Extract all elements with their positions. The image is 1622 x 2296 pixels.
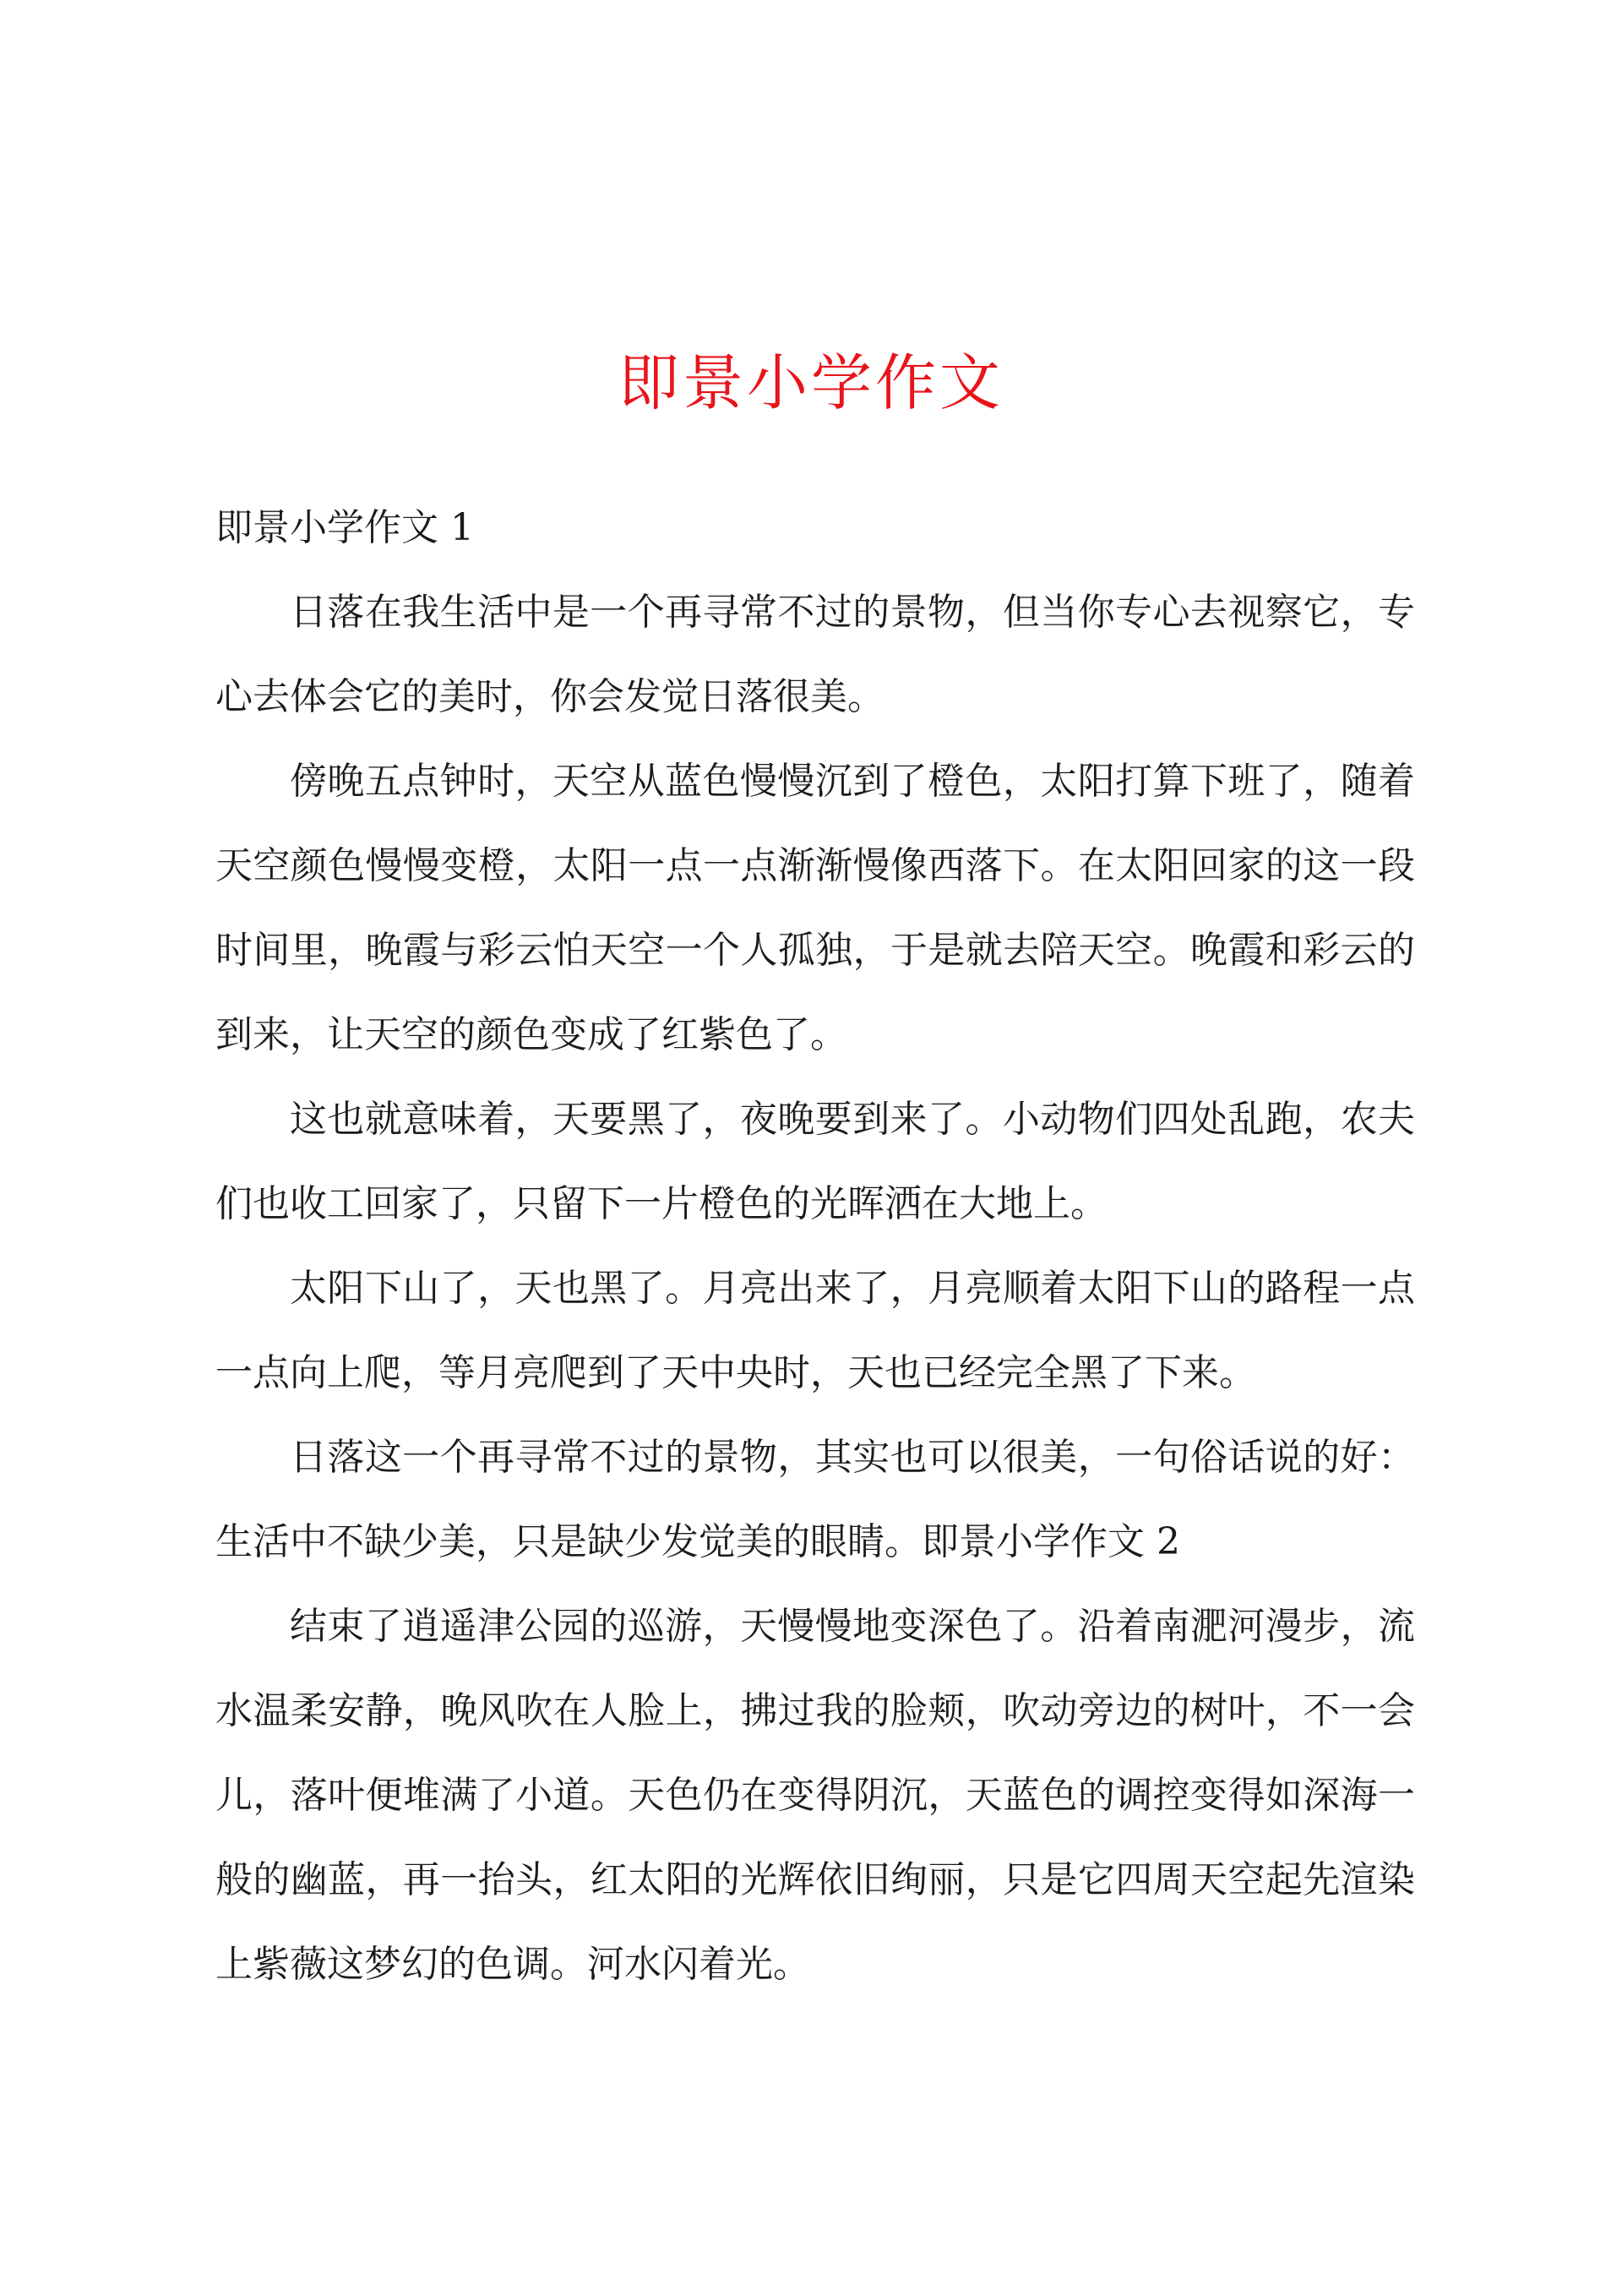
document-body [215,486,1415,2007]
section-heading: 即景小学作文 1 [215,506,474,549]
paragraph-6: 结束了逍遥津公园的巡游，天慢慢地变深色了。沿着南淝河漫步，流水温柔安静，晚风吹在人脸上，拂过我的脸颊，吹动旁边的树叶，不一会儿，落叶便堆满了小道。天色仍在变得阴沉，天蓝色的调控变得如深海一般的幽蓝，再一抬头，红太阳的光辉依旧绚丽，只是它四周天空起先渲染上紫薇这梦幻的色调。河水闪着光。 [215,1605,1415,1986]
paragraph-5: 日落这一个再寻常不过的景物，其实也可以很美，一句俗话说的好：生活中不缺少美，只是缺少发觉美的眼睛。即景小学作文 2 [215,1436,1415,1563]
paragraph-4: 太阳下山了，天也黑了。月亮出来了，月亮顺着太阳下山的路程一点一点向上爬，等月亮爬到了天中央时，天也已经完全黑了下来。 [215,1267,1415,1394]
paragraph-3: 这也就意味着，天要黑了，夜晚要到来了。小动物们四处乱跑，农夫们也收工回家了，只留下一片橙色的光晖洒在大地上。 [215,1098,1415,1225]
paragraph-1: 日落在我生活中是一个再寻常不过的景物，但当你专心去视察它，专心去体会它的美时，你会发觉日落很美。 [215,591,1415,718]
document-title: 即景小学作文 [618,347,1004,418]
paragraph-2: 傍晚五点钟时，天空从蓝色慢慢沉到了橙色，太阳打算下班了，随着天空颜色慢慢变橙，太阳一点一点渐渐慢像西落下。在太阳回家的这一段时间里，晚霞与彩云怕天空一个人孤独，于是就去陪天空。晚霞和彩云的到来，让天空的颜色变成了红紫色了。 [215,760,1415,1056]
